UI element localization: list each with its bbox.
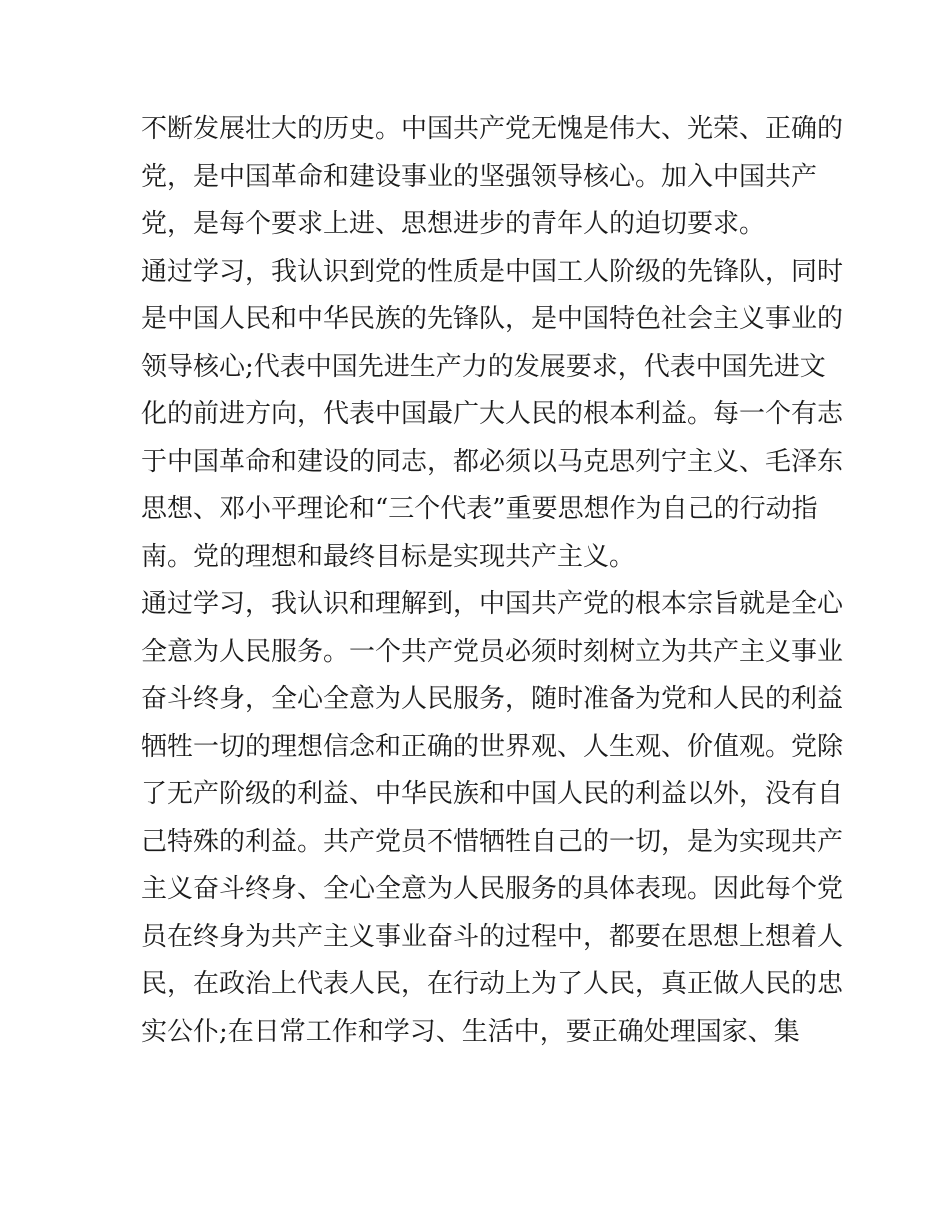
text-line: 牺牲一切的理想信念和正确的世界观、人生观、价值观。党除 [141, 731, 844, 762]
text-line: 党，是每个要求上进、思想进步的青年人的迫切要求。 [141, 209, 766, 239]
text-line: 奋斗终身，全心全意为人民服务，随时准备为党和人民的利益 [141, 684, 844, 714]
text-line: 领导核心;代表中国先进生产力的发展要求，代表中国先进文 [141, 351, 826, 382]
text-line: 化的前进方向，代表中国最广大人民的根本利益。每一个有志 [141, 399, 844, 429]
text-line: 是中国人民和中华民族的先锋队，是中国特色社会主义事业的 [141, 304, 844, 334]
text-line: 全意为人民服务。一个共产党员必须时刻树立为共产主义事业 [141, 636, 844, 667]
text-line: 己特殊的利益。共产党员不惜牺牲自己的一切，是为实现共产 [141, 826, 844, 857]
text-line: 思想、邓小平理论和“三个代表”重要思想作为自己的行动指 [141, 494, 818, 524]
text-line: 通过学习，我认识到党的性质是中国工人阶级的先锋队，同时 [141, 256, 844, 287]
body-text [141, 106, 844, 1056]
text-line: 党，是中国革命和建设事业的坚强领导核心。加入中国共产 [141, 161, 818, 192]
text-line: 民，在政治上代表人民，在行动上为了人民，真正做人民的忠 [141, 969, 844, 999]
text-line: 了无产阶级的利益、中华民族和中国人民的利益以外，没有自 [141, 779, 844, 809]
text-line: 南。党的理想和最终目标是实现共产主义。 [141, 541, 636, 572]
text-line: 通过学习，我认识和理解到，中国共产党的根本宗旨就是全心 [141, 589, 844, 619]
text-line: 主义奋斗终身、全心全意为人民服务的具体表现。因此每个党 [141, 874, 844, 904]
text-line: 实公仆;在日常工作和学习、生活中，要正确处理国家、集 [141, 1016, 800, 1047]
text-line: 不断发展壮大的历史。中国共产党无愧是伟大、光荣、正确的 [141, 114, 844, 144]
text-line: 于中国革命和建设的同志，都必须以马克思列宁主义、毛泽东 [141, 446, 844, 477]
text-line: 员在终身为共产主义事业奋斗的过程中，都要在思想上想着人 [141, 921, 844, 952]
